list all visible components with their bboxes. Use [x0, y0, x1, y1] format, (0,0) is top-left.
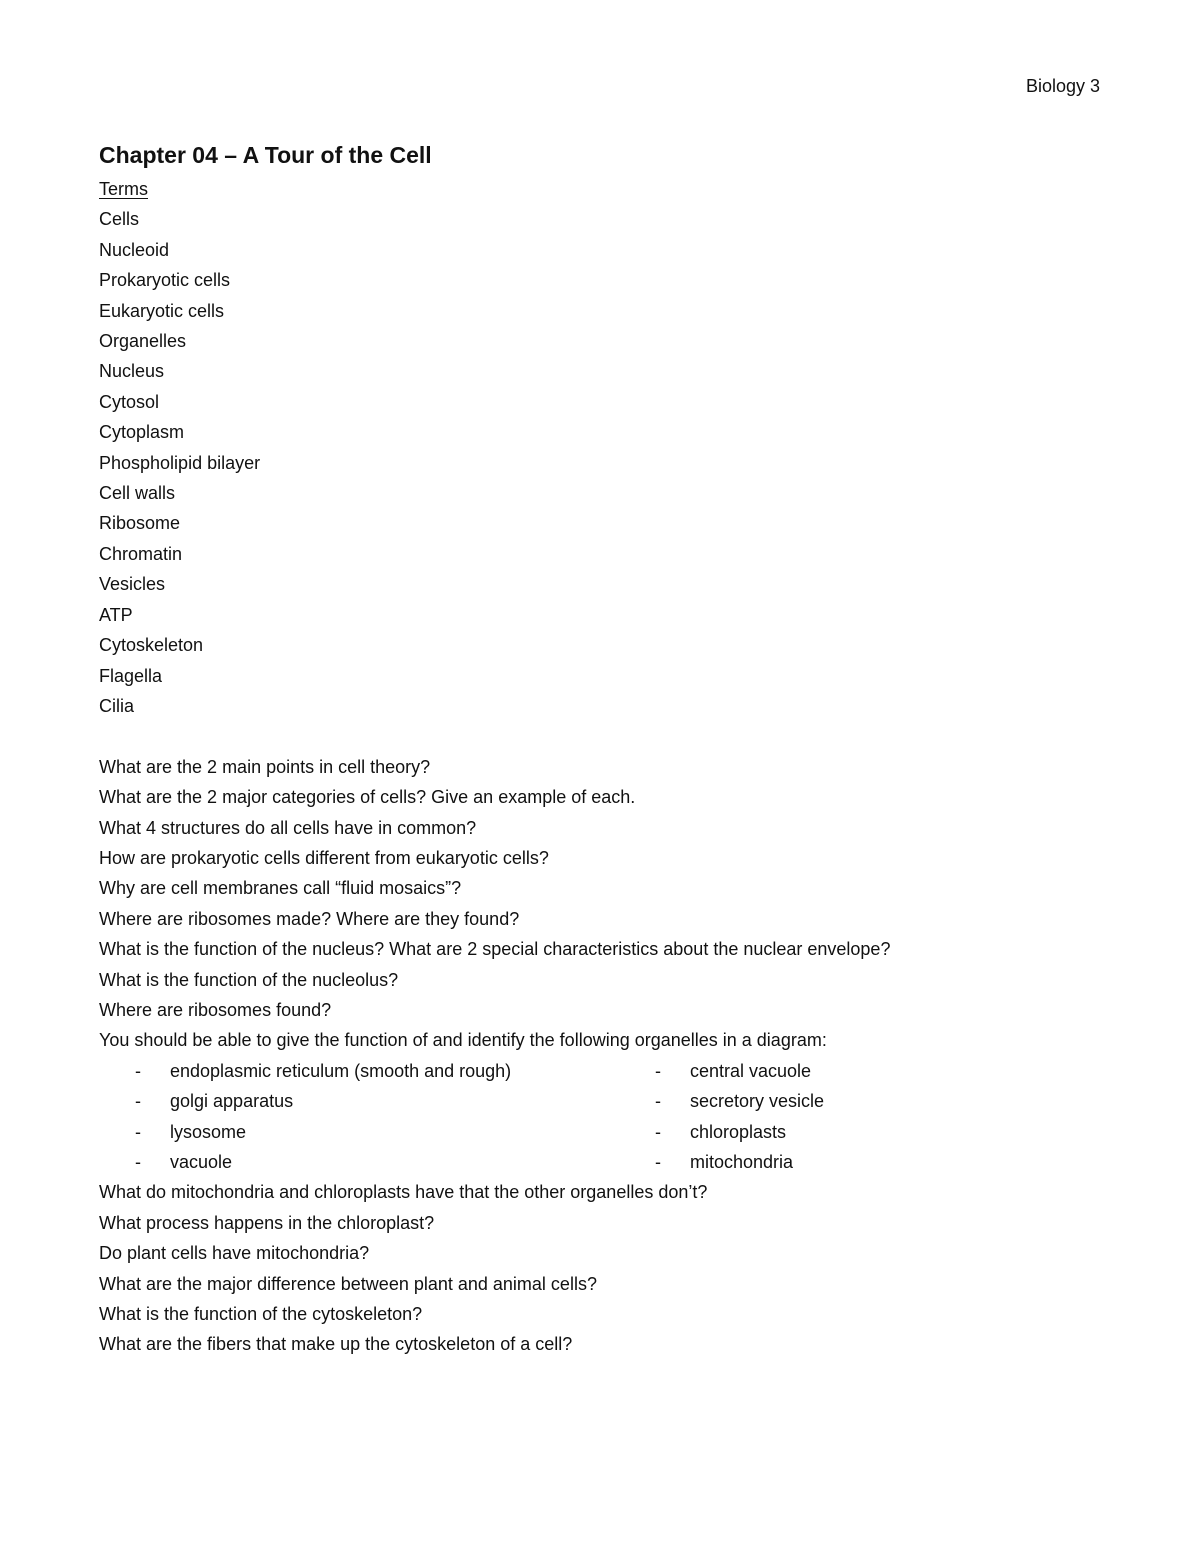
term-item: Cells [99, 209, 140, 230]
question-item: How are prokaryotic cells different from eukaryotic cells? [99, 847, 549, 868]
question-item: What are the 2 main points in cell theory? [99, 756, 431, 777]
terms-heading: Terms [99, 179, 148, 199]
term-item: Cytosol [99, 391, 160, 412]
question-item: What do mitochondria and chloroplasts have that the other organelles don’t? [99, 1182, 708, 1203]
term-item: ATP [99, 604, 133, 625]
organelle-item [619, 1056, 1019, 1086]
organelle-item [619, 1086, 1019, 1116]
question-item: What 4 structures do all cells have in common? [99, 817, 477, 838]
bullet-dash: - [655, 1060, 661, 1081]
question-item: What process happens in the chloroplast? [99, 1212, 435, 1233]
term-item: Nucleus [99, 361, 165, 382]
organelle-item [99, 1147, 619, 1177]
document-body [99, 140, 1099, 1360]
bullet-dash: - [135, 1151, 141, 1172]
page-title: Chapter 04 – A Tour of the Cell [99, 142, 432, 168]
organelle-label: vacuole [170, 1151, 233, 1172]
questions-list-continued [99, 1177, 1099, 1359]
term-item: Eukaryotic cells [99, 300, 225, 321]
bullet-dash: - [135, 1060, 141, 1081]
bullet-dash: - [135, 1121, 141, 1142]
organelle-label: secretory vesicle [690, 1091, 825, 1112]
question-item: Where are ribosomes found? [99, 999, 332, 1020]
organelle-item [99, 1086, 619, 1116]
question-item: What is the function of the cytoskeleton? [99, 1304, 423, 1325]
question-item: What are the fibers that make up the cytoskeleton of a cell? [99, 1334, 573, 1355]
question-item: Why are cell membranes call “fluid mosaics”? [99, 878, 462, 899]
question-item: What are the major difference between plant and animal cells? [99, 1273, 597, 1294]
organelle-item [619, 1117, 1019, 1147]
question-item: What is the function of the nucleolus? [99, 969, 399, 990]
term-item: Flagella [99, 665, 163, 686]
term-item: Ribosome [99, 513, 181, 534]
organelle-label: lysosome [170, 1121, 247, 1142]
question-item: Do plant cells have mitochondria? [99, 1243, 370, 1264]
organelle-item [99, 1056, 619, 1086]
term-item: Organelles [99, 331, 187, 352]
term-item: Phospholipid bilayer [99, 452, 261, 473]
organelle-label: golgi apparatus [170, 1091, 294, 1112]
term-item: Vesicles [99, 574, 166, 595]
question-item: What is the function of the nucleus? What are 2 special characteristics about the nuclear envelope? [99, 939, 891, 960]
bullet-dash: - [655, 1151, 661, 1172]
term-item: Chromatin [99, 543, 183, 564]
bullet-dash: - [655, 1121, 661, 1142]
terms-list [99, 204, 1099, 721]
term-item: Cytoskeleton [99, 635, 204, 656]
organelle-bullet-list [99, 1056, 1099, 1178]
term-item: Nucleoid [99, 239, 170, 260]
organelle-label: chloroplasts [690, 1121, 787, 1142]
term-item: Prokaryotic cells [99, 270, 231, 291]
term-item: Cell walls [99, 483, 176, 504]
term-item: Cytoplasm [99, 422, 185, 443]
question-item: You should be able to give the function of and identify the following organelles in a diagram: [99, 1030, 827, 1051]
section-spacer [99, 721, 1099, 751]
organelle-label: mitochondria [690, 1151, 794, 1172]
questions-list [99, 752, 1099, 1056]
organelle-label: central vacuole [690, 1060, 812, 1081]
page-header: Biology 3 [1025, 76, 1100, 96]
bullet-dash: - [655, 1091, 661, 1112]
organelle-item [619, 1147, 1019, 1177]
bullet-dash: - [135, 1091, 141, 1112]
question-item: Where are ribosomes made? Where are they found? [99, 908, 520, 929]
organelle-label: endoplasmic reticulum (smooth and rough) [170, 1060, 512, 1081]
term-item: Cilia [99, 695, 135, 716]
question-item: What are the 2 major categories of cells? Give an example of each. [99, 787, 636, 808]
organelle-item [99, 1117, 619, 1147]
